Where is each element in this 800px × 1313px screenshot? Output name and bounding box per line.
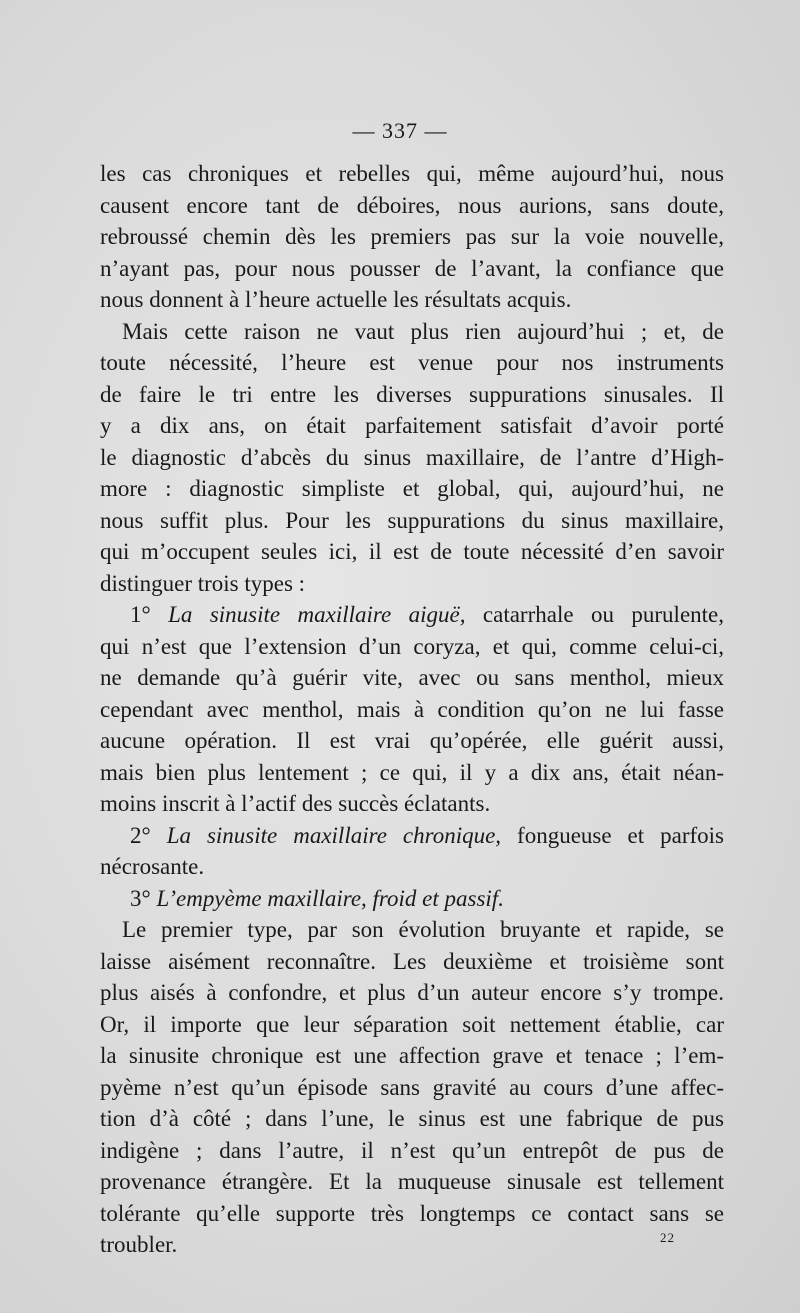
text-line: toute nécessité, l’heure est venue pour nos instruments (100, 350, 724, 375)
text-line: qui m’occupent seules ici, il est de toute nécessité d’en savoir (100, 539, 724, 564)
list-number: 1° (130, 602, 169, 627)
text-line: mais bien plus lentement ; ce qui, il y a dix ans, était néan- (100, 759, 724, 785)
list-number: 2° (130, 822, 167, 848)
italic-heading: La sinusite maxillaire chronique, (166, 822, 502, 848)
text-line: troubler. (100, 1232, 178, 1257)
text-line: pyème n’est qu’un épisode sans gravité au cours d’une affec- (100, 1074, 724, 1100)
text-line: laisse aisément reconnaître. Les deuxième et troisième sont (100, 948, 724, 974)
text-line: cependant avec menthol, mais à condition qu’on ne lui fasse (100, 696, 724, 722)
text-line: la sinusite chronique est une affection grave et tenace ; l’em- (100, 1043, 724, 1068)
text-line: indigène ; dans l’autre, il n’est qu’un entrepôt de pus de (100, 1137, 724, 1163)
text-line: le diagnostic d’abcès du sinus maxillaire, de l’antre d’High- (100, 444, 724, 470)
text-line: de faire le tri entre les diverses suppurations sinusales. Il (100, 381, 724, 407)
italic-heading: L’empyème maxillaire, froid et passif. (156, 885, 504, 911)
signature-mark: 22 (660, 1230, 675, 1245)
body-text (100, 158, 724, 1261)
text-line: Le premier type, par son évolution bruyante et rapide, se (122, 917, 724, 942)
text-line (100, 820, 724, 852)
text-line: nécrosante. (100, 854, 205, 879)
text-line: nous donnent à l’heure actuelle les résultats acquis. (100, 287, 572, 312)
text-line: causent encore tant de déboires, nous aurions, sans doute, (100, 192, 724, 218)
text-line: moins inscrit à l’actif des succès éclatants. (100, 791, 491, 816)
text-line: tion d’à côté ; dans l’une, le sinus est une fabrique de pus (100, 1106, 724, 1131)
text-line: ne demande qu’à guérir vite, avec ou sans menthol, mieux (100, 665, 724, 690)
text-line: Or, il importe que leur séparation soit nettement établie, car (100, 1011, 724, 1037)
text-line: qui n’est que l’extension d’un coryza, et qui, comme celui-ci, (100, 633, 724, 659)
line-text: catarrhale ou purulente, (465, 602, 725, 627)
text-line: Mais cette raison ne vaut plus rien aujourd’hui ; et, de (122, 318, 724, 344)
text-line: distinguer trois types : (100, 570, 306, 596)
text-line: aucune opération. Il est vrai qu’opérée, elle guérit aussi, (100, 728, 724, 753)
text-line (100, 883, 724, 915)
text-line: more : diagnostic simpliste et global, qui, aujourd’hui, ne (100, 476, 724, 501)
text-line: provenance étrangère. Et la muqueuse sinusale est tellement (100, 1169, 724, 1194)
text-line: tolérante qu’elle supporte très longtemps ce contact sans se (100, 1200, 724, 1226)
list-number: 3° (130, 885, 157, 911)
line-text: fongueuse et parfois (501, 822, 724, 848)
text-line: nous suffit plus. Pour les suppurations du sinus maxillaire, (100, 507, 724, 533)
text-line: y a dix ans, on était parfaitement satisfait d’avoir porté (100, 413, 724, 438)
text-line: rebroussé chemin dès les premiers pas sur la voie nouvelle, (100, 224, 724, 249)
text-line: les cas chroniques et rebelles qui, même aujourd’hui, nous (100, 161, 724, 186)
text-line: n’ayant pas, pour nous pousser de l’avant, la confiance que (100, 255, 724, 281)
page-number: — 337 — (352, 118, 448, 143)
text-line: plus aisés à confondre, et plus d’un auteur encore s’y trompe. (100, 980, 724, 1005)
italic-heading: La sinusite maxillaire aiguë, (168, 602, 466, 627)
text-line (100, 599, 724, 631)
